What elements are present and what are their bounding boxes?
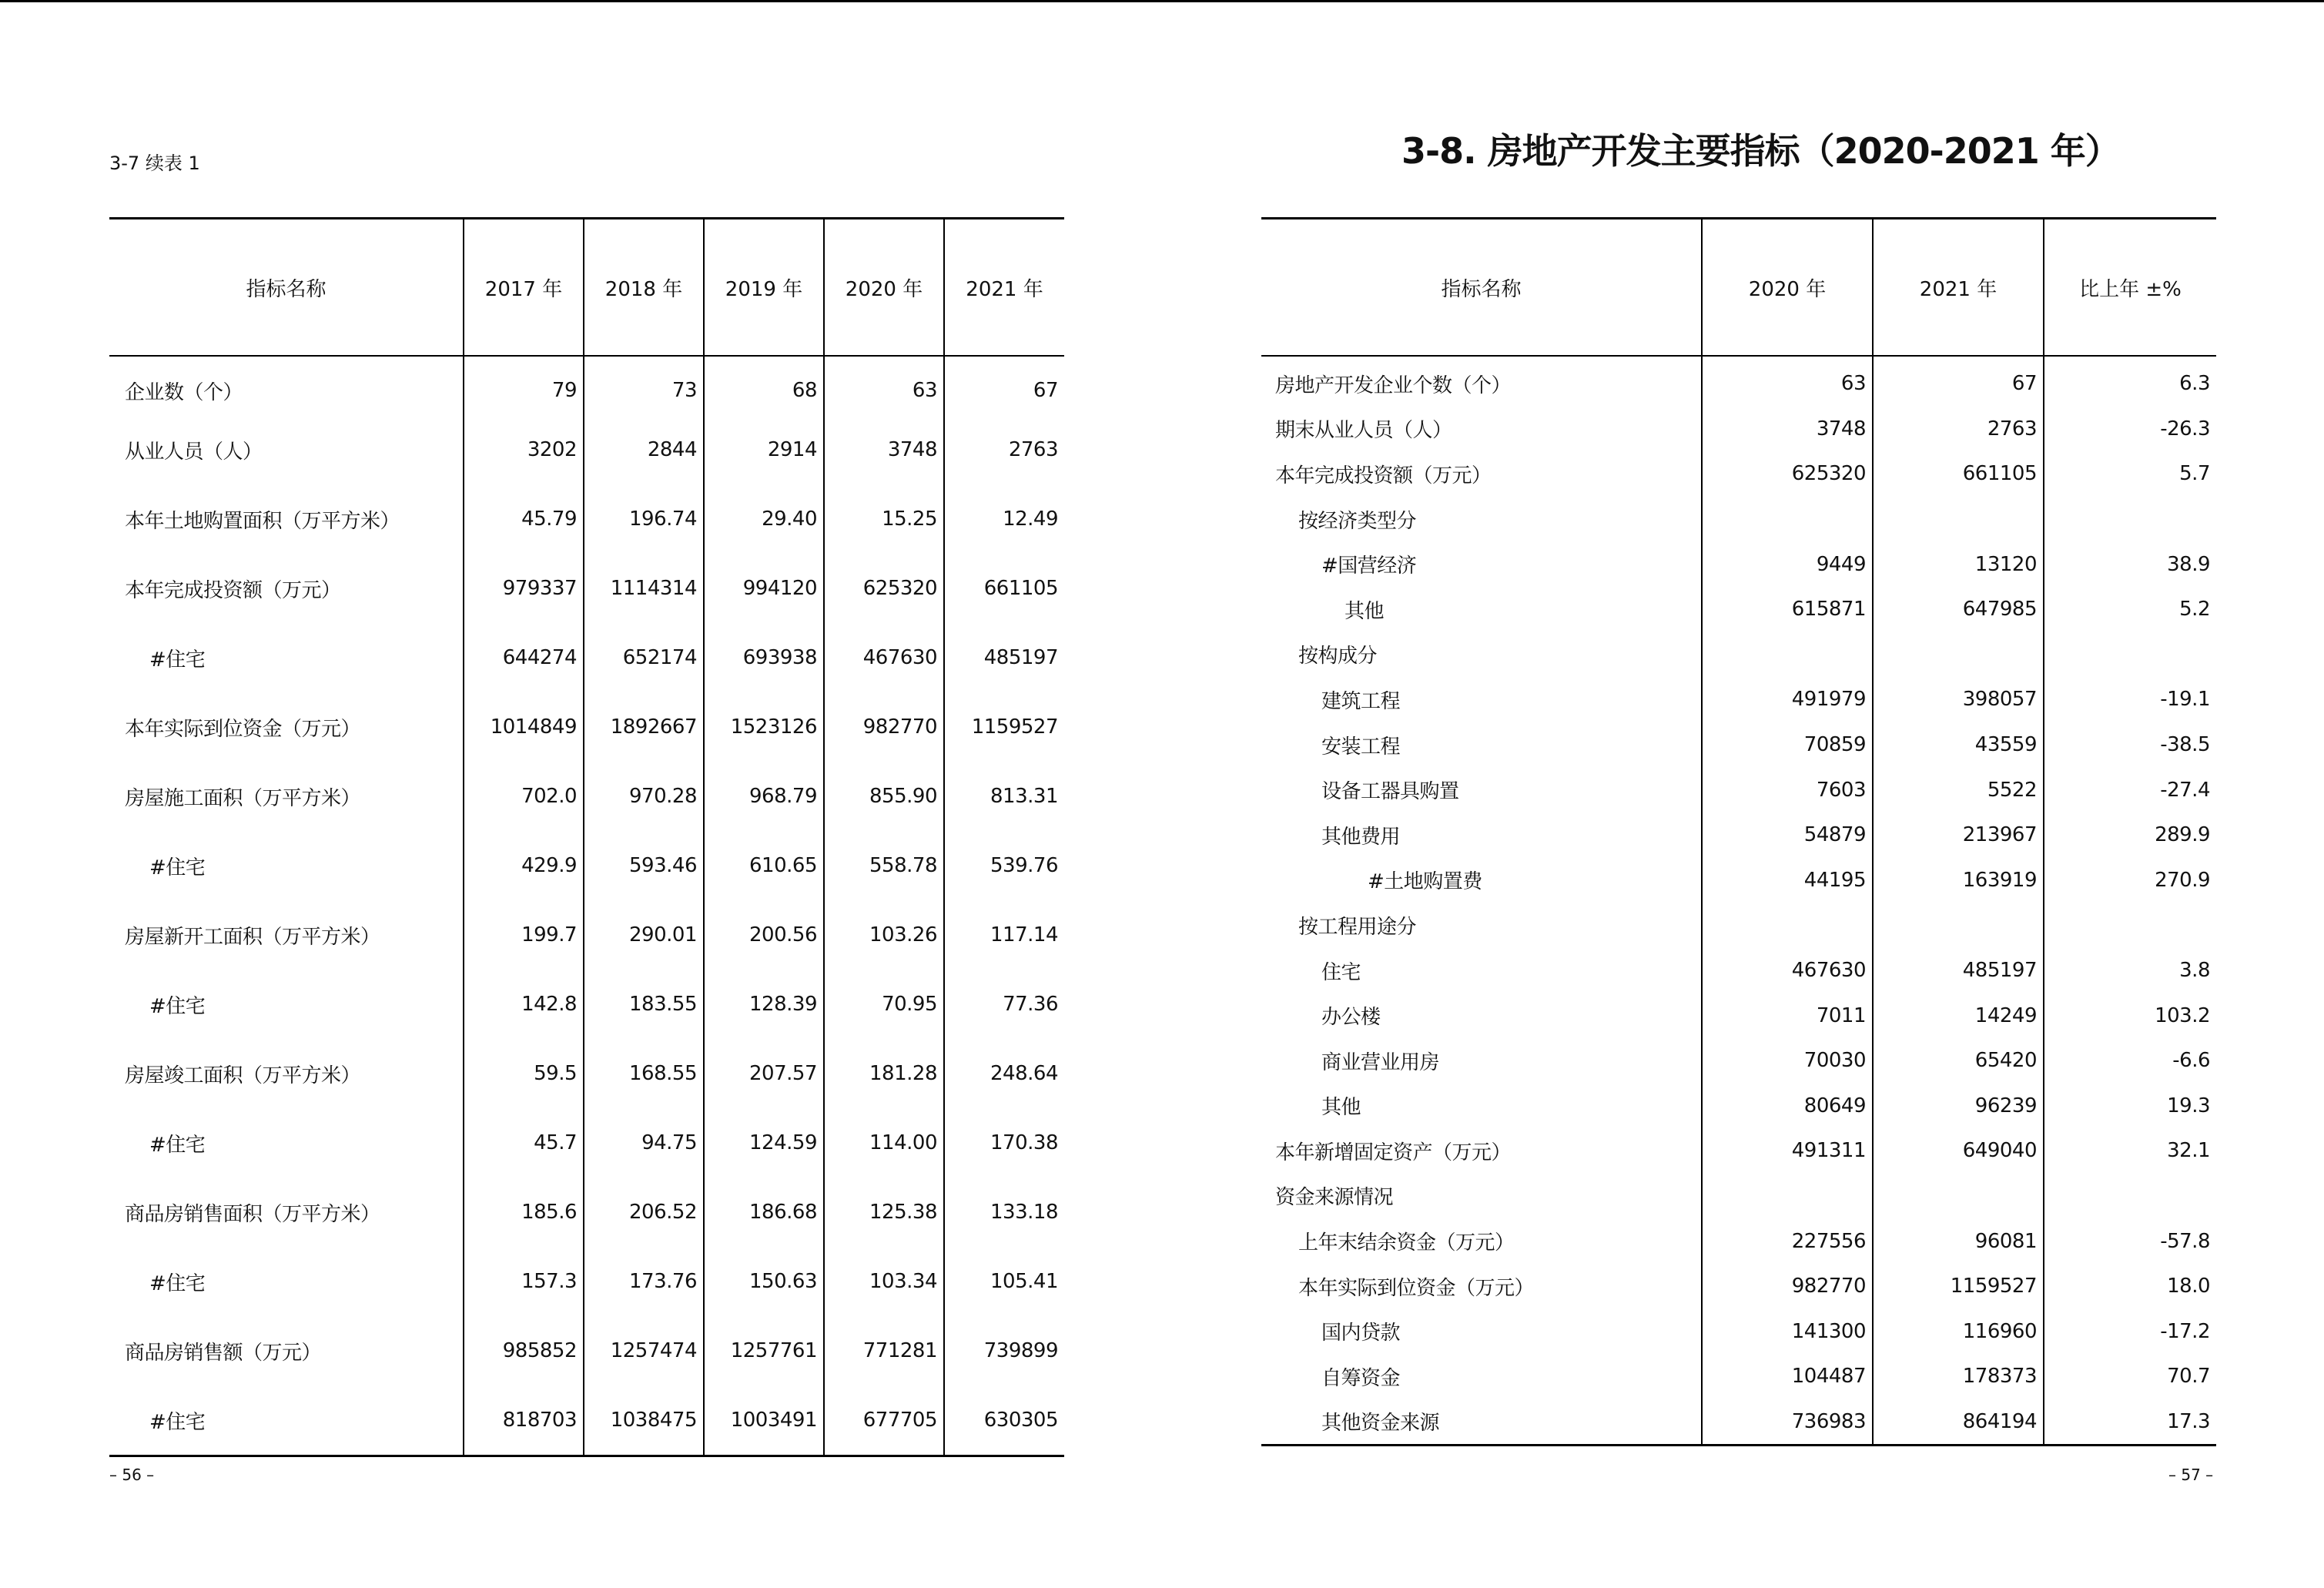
- indicator-name-cell: #国营经济: [1321, 554, 1417, 578]
- value-cell: [2044, 497, 2216, 542]
- value-cell: 1003491: [704, 1385, 824, 1456]
- value-cell: 248.64: [944, 1039, 1064, 1108]
- value-cell: 79: [464, 356, 584, 415]
- value-cell: 702.0: [464, 762, 584, 831]
- table-row: [1261, 1084, 2216, 1129]
- column-header: 2019 年: [704, 219, 824, 357]
- value-cell: 9449: [1702, 541, 1873, 587]
- value-cell: 290.01: [584, 900, 704, 970]
- value-cell: 45.7: [464, 1108, 584, 1178]
- value-cell: 103.26: [824, 900, 944, 970]
- value-cell: 170.38: [944, 1108, 1064, 1178]
- indicator-name-cell: 本年完成投资额（万元）: [1275, 464, 1492, 487]
- indicator-name-cell: 企业数（个）: [125, 380, 243, 404]
- value-cell: 855.90: [824, 762, 944, 831]
- value-cell: 661105: [944, 554, 1064, 623]
- left-table-header-row: [109, 219, 1064, 357]
- value-cell: 813.31: [944, 762, 1064, 831]
- indicator-name-cell: #住宅: [149, 1133, 206, 1157]
- value-cell: 19.3: [2044, 1084, 2216, 1129]
- value-cell: [1702, 903, 1873, 948]
- value-cell: 125.38: [824, 1178, 944, 1247]
- value-cell: [1702, 632, 1873, 678]
- value-cell: 736983: [1702, 1399, 1873, 1446]
- table-row: [1261, 722, 2216, 768]
- value-cell: 94.75: [584, 1108, 704, 1178]
- value-cell: 818703: [464, 1385, 584, 1456]
- value-cell: 96081: [1873, 1218, 2044, 1264]
- value-cell: 186.68: [704, 1178, 824, 1247]
- table-row: [109, 900, 1064, 970]
- left-page-number: – 56 –: [109, 1466, 155, 1484]
- column-header: 指标名称: [1261, 219, 1702, 357]
- value-cell: 12.49: [944, 484, 1064, 554]
- value-cell: 1159527: [944, 692, 1064, 762]
- value-cell: 157.3: [464, 1247, 584, 1316]
- value-cell: 70.7: [2044, 1354, 2216, 1399]
- value-cell: 181.28: [824, 1039, 944, 1108]
- value-cell: 7603: [1702, 767, 1873, 812]
- value-cell: 1159527: [1873, 1264, 2044, 1309]
- column-header: 指标名称: [109, 219, 464, 357]
- column-header: 2021 年: [944, 219, 1064, 357]
- indicator-name-cell: 本年新增固定资产（万元）: [1275, 1141, 1512, 1164]
- indicator-name-cell: 房地产开发企业个数（个）: [1275, 374, 1512, 397]
- table-row: [1261, 1128, 2216, 1174]
- indicator-name-cell: 其他: [1321, 1096, 1361, 1120]
- value-cell: 539.76: [944, 831, 1064, 900]
- table-row: [109, 484, 1064, 554]
- indicator-name-cell: #土地购置费: [1368, 870, 1482, 894]
- column-header: 2020 年: [1702, 219, 1873, 357]
- indicator-name-cell: 房屋竣工面积（万平方米）: [125, 1064, 361, 1087]
- value-cell: 185.6: [464, 1178, 584, 1247]
- value-cell: 1038475: [584, 1385, 704, 1456]
- value-cell: 289.9: [2044, 812, 2216, 858]
- table-row: [1261, 948, 2216, 993]
- value-cell: 116960: [1873, 1308, 2044, 1354]
- value-cell: 213967: [1873, 812, 2044, 858]
- value-cell: -38.5: [2044, 722, 2216, 768]
- indicator-name-cell: 建筑工程: [1321, 689, 1401, 713]
- indicator-name-cell: 本年土地购置面积（万平方米）: [125, 509, 400, 533]
- column-header: 比上年 ±%: [2044, 219, 2216, 357]
- table-row: [1261, 1174, 2216, 1219]
- value-cell: 5522: [1873, 767, 2044, 812]
- value-cell: 3748: [1702, 407, 1873, 452]
- value-cell: 1257761: [704, 1316, 824, 1385]
- value-cell: 3.8: [2044, 948, 2216, 993]
- value-cell: [1702, 497, 1873, 542]
- value-cell: 103.2: [2044, 993, 2216, 1038]
- value-cell: 141300: [1702, 1308, 1873, 1354]
- value-cell: -27.4: [2044, 767, 2216, 812]
- value-cell: 200.56: [704, 900, 824, 970]
- value-cell: 6.3: [2044, 356, 2216, 407]
- left-indicator-table: [109, 217, 1064, 1457]
- value-cell: 5.7: [2044, 451, 2216, 497]
- table-row: [109, 970, 1064, 1039]
- value-cell: 985852: [464, 1316, 584, 1385]
- value-cell: 398057: [1873, 677, 2044, 722]
- value-cell: [1873, 1174, 2044, 1219]
- value-cell: 652174: [584, 623, 704, 692]
- table-row: [109, 1108, 1064, 1178]
- table-row: [109, 762, 1064, 831]
- column-header: 2020 年: [824, 219, 944, 357]
- table-row: [109, 623, 1064, 692]
- top-border-line: [0, 0, 2324, 2]
- table-row: [1261, 903, 2216, 948]
- value-cell: 63: [1702, 356, 1873, 407]
- value-cell: 739899: [944, 1316, 1064, 1385]
- value-cell: 558.78: [824, 831, 944, 900]
- value-cell: 43559: [1873, 722, 2044, 768]
- value-cell: -19.1: [2044, 677, 2216, 722]
- value-cell: 429.9: [464, 831, 584, 900]
- value-cell: 491979: [1702, 677, 1873, 722]
- indicator-name-cell: 本年实际到位资金（万元）: [125, 717, 361, 741]
- table-row: [1261, 1354, 2216, 1399]
- value-cell: 1523126: [704, 692, 824, 762]
- value-cell: 615871: [1702, 587, 1873, 632]
- value-cell: 63: [824, 356, 944, 415]
- indicator-name-cell: 住宅: [1321, 960, 1361, 984]
- value-cell: 1892667: [584, 692, 704, 762]
- value-cell: 150.63: [704, 1247, 824, 1316]
- value-cell: 982770: [1702, 1264, 1873, 1309]
- column-header: 2017 年: [464, 219, 584, 357]
- indicator-name-cell: 安装工程: [1321, 735, 1401, 759]
- indicator-name-cell: 商品房销售面积（万平方米）: [125, 1202, 380, 1226]
- indicator-name-cell: 商业营业用房: [1321, 1050, 1440, 1074]
- value-cell: 649040: [1873, 1128, 2044, 1174]
- value-cell: 979337: [464, 554, 584, 623]
- indicator-name-cell: 期末从业人员（人）: [1275, 419, 1452, 443]
- indicator-name-cell: 自筹资金: [1321, 1366, 1401, 1390]
- table-row: [1261, 1308, 2216, 1354]
- value-cell: 1114314: [584, 554, 704, 623]
- indicator-name-cell: 其他资金来源: [1321, 1412, 1440, 1436]
- value-cell: -26.3: [2044, 407, 2216, 452]
- indicator-name-cell: #住宅: [149, 994, 206, 1018]
- indicator-name-cell: #住宅: [149, 856, 206, 879]
- indicator-name-cell: 商品房销售额（万元）: [125, 1341, 322, 1365]
- value-cell: 168.55: [584, 1039, 704, 1108]
- right-indicator-table: [1261, 217, 2216, 1446]
- value-cell: 54879: [1702, 812, 1873, 858]
- value-cell: 32.1: [2044, 1128, 2216, 1174]
- value-cell: 3202: [464, 415, 584, 484]
- indicator-name-cell: #住宅: [149, 648, 206, 672]
- value-cell: 67: [1873, 356, 2044, 407]
- table-row: [109, 415, 1064, 484]
- table-row: [109, 554, 1064, 623]
- value-cell: 68: [704, 356, 824, 415]
- value-cell: 128.39: [704, 970, 824, 1039]
- value-cell: [2044, 1174, 2216, 1219]
- table-row: [109, 1247, 1064, 1316]
- value-cell: [1873, 903, 2044, 948]
- value-cell: 114.00: [824, 1108, 944, 1178]
- table-row: [1261, 407, 2216, 452]
- value-cell: 693938: [704, 623, 824, 692]
- value-cell: -6.6: [2044, 1038, 2216, 1084]
- value-cell: 77.36: [944, 970, 1064, 1039]
- table-row: [1261, 993, 2216, 1038]
- indicator-name-cell: 其他费用: [1321, 825, 1401, 849]
- value-cell: [1873, 497, 2044, 542]
- value-cell: 5.2: [2044, 587, 2216, 632]
- value-cell: 771281: [824, 1316, 944, 1385]
- value-cell: 45.79: [464, 484, 584, 554]
- value-cell: 124.59: [704, 1108, 824, 1178]
- table-row: [1261, 587, 2216, 632]
- table-row: [109, 831, 1064, 900]
- value-cell: 491311: [1702, 1128, 1873, 1174]
- continuation-label: 3-7 续表 1: [109, 152, 200, 174]
- table-row: [1261, 632, 2216, 678]
- table-row: [1261, 767, 2216, 812]
- value-cell: 142.8: [464, 970, 584, 1039]
- value-cell: 183.55: [584, 970, 704, 1039]
- indicator-name-cell: 上年末结余资金（万元）: [1298, 1231, 1515, 1255]
- value-cell: 625320: [1702, 451, 1873, 497]
- value-cell: 970.28: [584, 762, 704, 831]
- value-cell: 80649: [1702, 1084, 1873, 1129]
- table-row: [1261, 1218, 2216, 1264]
- page-title: 3-8. 房地产开发主要指标（2020-2021 年）: [1401, 130, 2120, 172]
- table-row: [109, 1178, 1064, 1247]
- value-cell: 2763: [944, 415, 1064, 484]
- table-row: [109, 1385, 1064, 1456]
- indicator-name-cell: 其他: [1345, 599, 1385, 623]
- value-cell: 196.74: [584, 484, 704, 554]
- indicator-name-cell: 按工程用途分: [1298, 915, 1417, 939]
- table-row: [109, 692, 1064, 762]
- indicator-name-cell: 从业人员（人）: [125, 440, 263, 464]
- indicator-name-cell: 资金来源情况: [1275, 1186, 1394, 1210]
- indicator-name-cell: 设备工器具购置: [1321, 780, 1459, 804]
- value-cell: 96239: [1873, 1084, 2044, 1129]
- indicator-name-cell: 按构成分: [1298, 645, 1378, 668]
- column-header: 2021 年: [1873, 219, 2044, 357]
- value-cell: 199.7: [464, 900, 584, 970]
- table-row: [1261, 812, 2216, 858]
- value-cell: 661105: [1873, 451, 2044, 497]
- value-cell: 70030: [1702, 1038, 1873, 1084]
- value-cell: [1702, 1174, 1873, 1219]
- table-row: [1261, 1399, 2216, 1446]
- indicator-name-cell: 国内贷款: [1321, 1322, 1401, 1345]
- value-cell: 17.3: [2044, 1399, 2216, 1446]
- value-cell: 15.25: [824, 484, 944, 554]
- value-cell: 864194: [1873, 1399, 2044, 1446]
- value-cell: 968.79: [704, 762, 824, 831]
- value-cell: 178373: [1873, 1354, 2044, 1399]
- column-header: 2018 年: [584, 219, 704, 357]
- right-table-header-row: [1261, 219, 2216, 357]
- value-cell: 1014849: [464, 692, 584, 762]
- value-cell: 2844: [584, 415, 704, 484]
- table-row: [1261, 541, 2216, 587]
- value-cell: 485197: [1873, 948, 2044, 993]
- value-cell: 18.0: [2044, 1264, 2216, 1309]
- table-row: [109, 1316, 1064, 1385]
- value-cell: 105.41: [944, 1247, 1064, 1316]
- value-cell: 163919: [1873, 858, 2044, 903]
- value-cell: 593.46: [584, 831, 704, 900]
- value-cell: -17.2: [2044, 1308, 2216, 1354]
- table-row: [1261, 497, 2216, 542]
- value-cell: 610.65: [704, 831, 824, 900]
- value-cell: 647985: [1873, 587, 2044, 632]
- value-cell: 29.40: [704, 484, 824, 554]
- value-cell: 982770: [824, 692, 944, 762]
- value-cell: 7011: [1702, 993, 1873, 1038]
- value-cell: 44195: [1702, 858, 1873, 903]
- value-cell: 38.9: [2044, 541, 2216, 587]
- value-cell: 625320: [824, 554, 944, 623]
- right-page-number: – 57 –: [2168, 1466, 2214, 1484]
- value-cell: 677705: [824, 1385, 944, 1456]
- value-cell: 103.34: [824, 1247, 944, 1316]
- indicator-name-cell: #住宅: [149, 1271, 206, 1295]
- value-cell: 73: [584, 356, 704, 415]
- value-cell: 1257474: [584, 1316, 704, 1385]
- table-row: [1261, 451, 2216, 497]
- value-cell: -57.8: [2044, 1218, 2216, 1264]
- value-cell: 994120: [704, 554, 824, 623]
- table-row: [109, 356, 1064, 415]
- value-cell: [1873, 632, 2044, 678]
- value-cell: 227556: [1702, 1218, 1873, 1264]
- value-cell: 3748: [824, 415, 944, 484]
- value-cell: 59.5: [464, 1039, 584, 1108]
- value-cell: 14249: [1873, 993, 2044, 1038]
- value-cell: 2914: [704, 415, 824, 484]
- table-row: [1261, 356, 2216, 407]
- table-row: [1261, 858, 2216, 903]
- value-cell: 270.9: [2044, 858, 2216, 903]
- value-cell: 207.57: [704, 1039, 824, 1108]
- value-cell: 117.14: [944, 900, 1064, 970]
- value-cell: [2044, 632, 2216, 678]
- value-cell: 467630: [1702, 948, 1873, 993]
- value-cell: 13120: [1873, 541, 2044, 587]
- indicator-name-cell: 本年实际到位资金（万元）: [1298, 1276, 1535, 1300]
- indicator-name-cell: 房屋新开工面积（万平方米）: [125, 925, 380, 949]
- value-cell: 70.95: [824, 970, 944, 1039]
- value-cell: 173.76: [584, 1247, 704, 1316]
- value-cell: 65420: [1873, 1038, 2044, 1084]
- table-row: [109, 1039, 1064, 1108]
- value-cell: 206.52: [584, 1178, 704, 1247]
- value-cell: [2044, 903, 2216, 948]
- value-cell: 104487: [1702, 1354, 1873, 1399]
- value-cell: 630305: [944, 1385, 1064, 1456]
- indicator-name-cell: #住宅: [149, 1410, 206, 1434]
- indicator-name-cell: 办公楼: [1321, 1006, 1381, 1030]
- value-cell: 2763: [1873, 407, 2044, 452]
- table-row: [1261, 1264, 2216, 1309]
- value-cell: 644274: [464, 623, 584, 692]
- value-cell: 485197: [944, 623, 1064, 692]
- value-cell: 67: [944, 356, 1064, 415]
- indicator-name-cell: 本年完成投资额（万元）: [125, 578, 341, 602]
- value-cell: 467630: [824, 623, 944, 692]
- indicator-name-cell: 按经济类型分: [1298, 509, 1417, 533]
- table-row: [1261, 677, 2216, 722]
- value-cell: 70859: [1702, 722, 1873, 768]
- table-row: [1261, 1038, 2216, 1084]
- value-cell: 133.18: [944, 1178, 1064, 1247]
- indicator-name-cell: 房屋施工面积（万平方米）: [125, 786, 361, 810]
